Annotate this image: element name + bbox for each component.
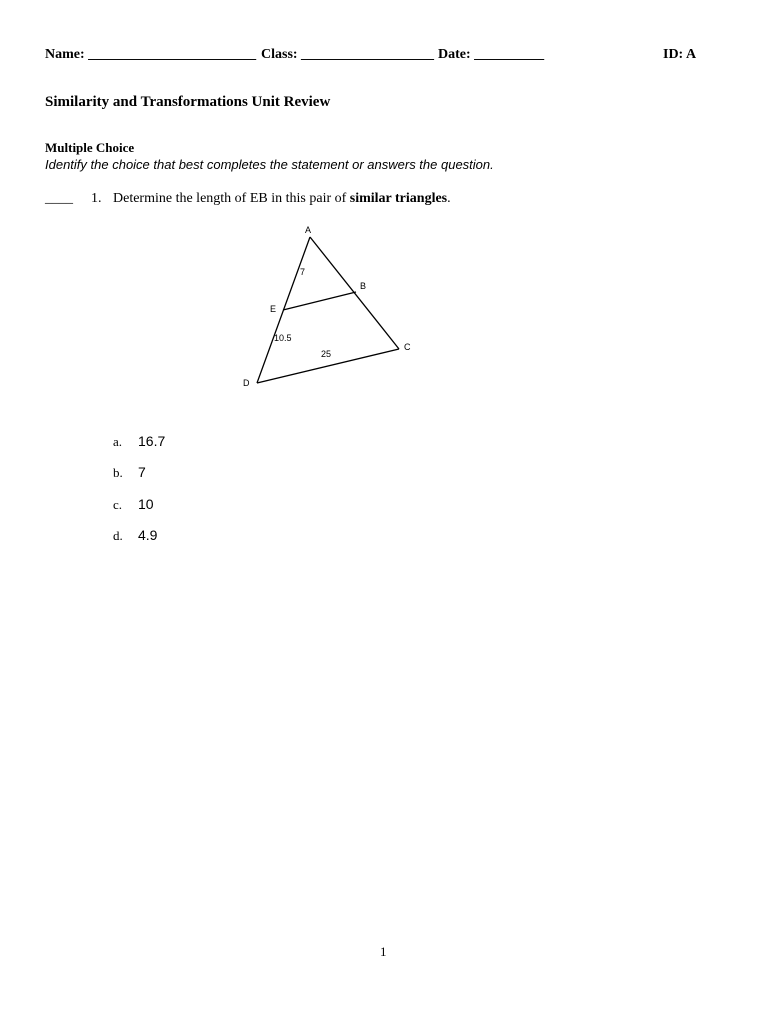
date-field-label: Date: __________ bbox=[438, 47, 545, 62]
side-label-ae: 7 bbox=[300, 267, 306, 277]
section-heading: Multiple Choice bbox=[45, 140, 135, 155]
answer-blank: ____ bbox=[45, 191, 73, 206]
choice-b-letter: b. bbox=[113, 465, 123, 480]
choice-c-letter: c. bbox=[113, 497, 123, 512]
vertex-label-e: E bbox=[270, 304, 277, 314]
side-label-ed: 10.5 bbox=[274, 333, 292, 343]
page-title: Similarity and Transformations Unit Review bbox=[45, 94, 331, 110]
segment-EB bbox=[283, 292, 356, 310]
side-label-dc: 25 bbox=[321, 349, 332, 359]
vertex-label-a: A bbox=[305, 225, 312, 235]
choice-c-value: 10 bbox=[138, 496, 154, 512]
choice-d-letter: d. bbox=[113, 528, 123, 543]
question-text-emphasis: similar triangles bbox=[349, 191, 448, 206]
choice-b-value: 7 bbox=[138, 464, 146, 480]
similar-triangles-figure bbox=[0, 0, 768, 420]
vertex-label-c: C bbox=[404, 342, 411, 352]
page-number: 1 bbox=[380, 944, 387, 959]
name-field-label: Name: ________________________ bbox=[45, 47, 257, 62]
question-text-end: . bbox=[447, 191, 451, 206]
question-number: 1. bbox=[91, 191, 102, 206]
class-field-label: Class: ___________________ bbox=[261, 47, 435, 62]
vertex-label-b: B bbox=[360, 281, 367, 291]
vertex-label-d: D bbox=[243, 378, 250, 388]
choice-a-letter: a. bbox=[113, 434, 123, 449]
choice-a-value: 16.7 bbox=[138, 433, 166, 449]
question-text-start: Determine the length of EB in this pair of bbox=[113, 191, 350, 206]
test-id-label: ID: A bbox=[663, 47, 697, 62]
choice-d-value: 4.9 bbox=[138, 527, 158, 543]
section-instructions: Identify the choice that best completes the statement or answers the question. bbox=[45, 157, 494, 172]
